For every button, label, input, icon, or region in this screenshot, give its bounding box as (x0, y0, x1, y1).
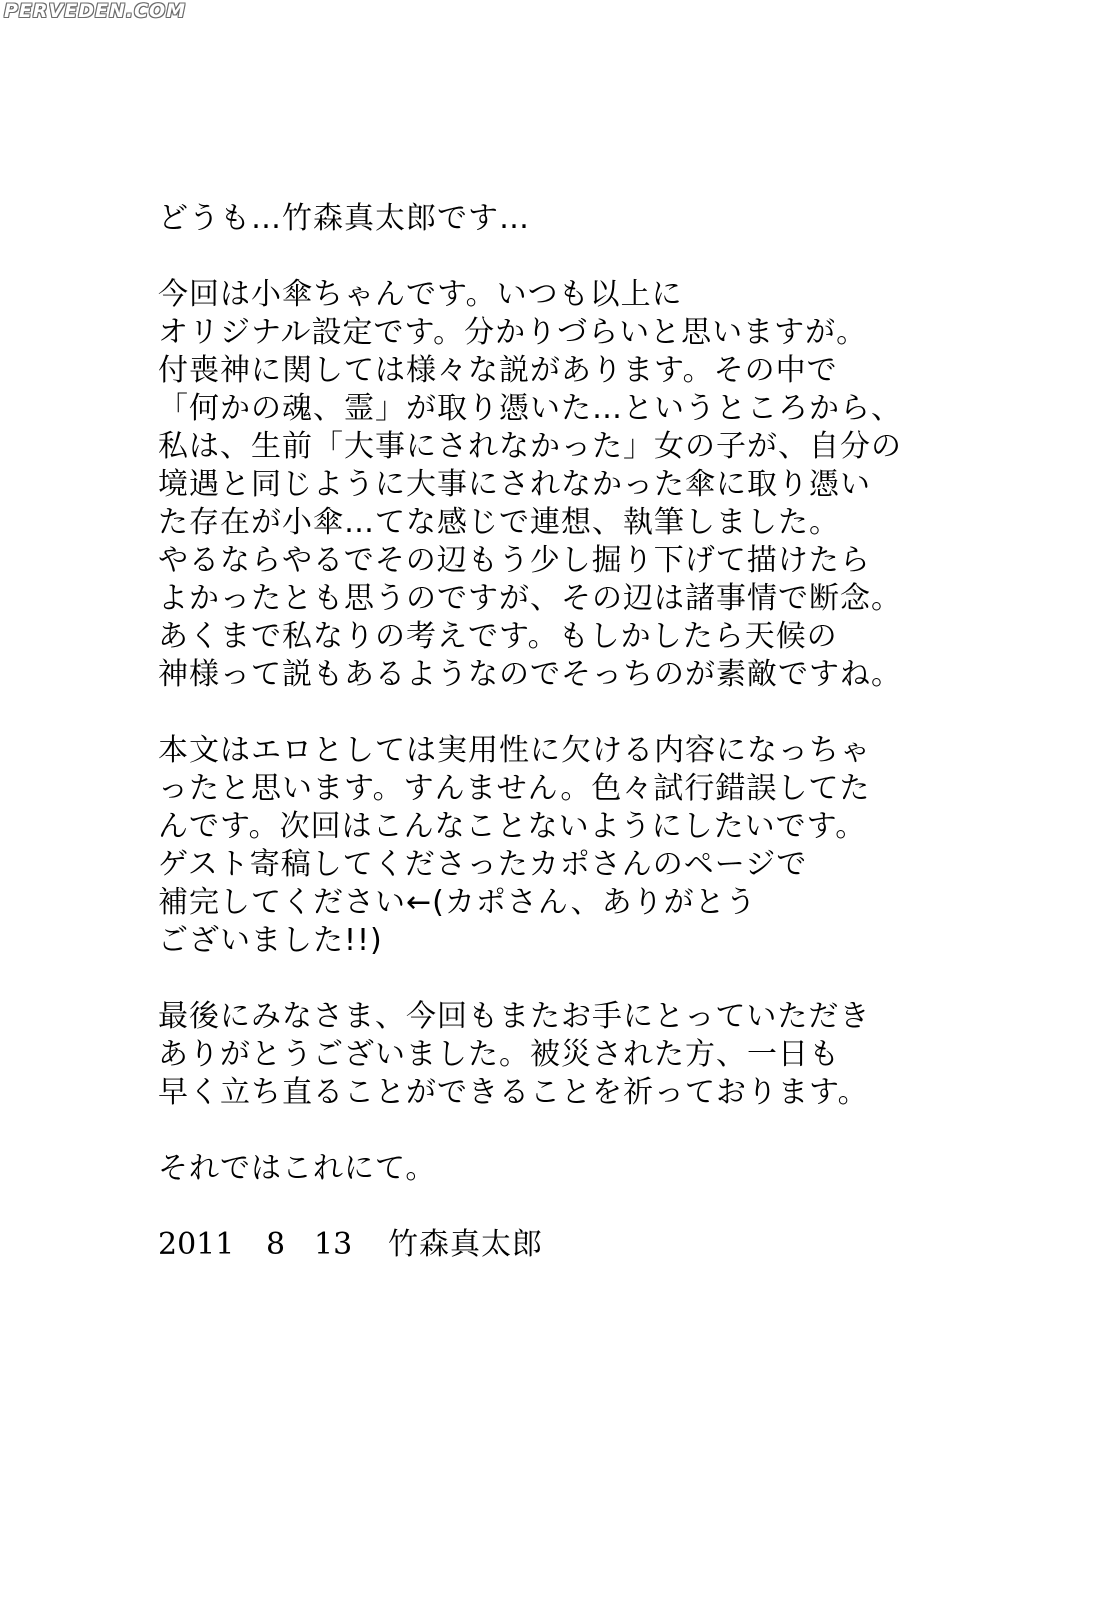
closing-line: それではこれにて。 (158, 1151, 437, 1186)
text-line: オリジナル設定です。分かりづらいと思いますが。 (158, 315, 868, 350)
signature-year: 2011 (158, 1227, 235, 1262)
signature-month: 8 (266, 1227, 286, 1262)
signature-line (158, 1226, 1078, 1264)
text-line: よかったとも思うのですが、その辺は諸事情で断念。 (158, 581, 902, 616)
paragraph-gap (158, 960, 1078, 998)
signature-author: 竹森真太郎 (388, 1227, 543, 1262)
closing-paragraph (158, 1150, 1078, 1188)
text-line: 早く立ち直ることができることを祈っております。 (158, 1075, 869, 1110)
text-line: た存在が小傘…てな感じで連想、執筆しました。 (158, 505, 840, 540)
text-line: ゲスト寄稿してくださったカポさんのページで (158, 847, 808, 882)
paragraph-gap (158, 1112, 1078, 1150)
paragraph-1 (158, 276, 1078, 694)
paragraph-2 (158, 732, 1078, 960)
text-line: やるならやるでその辺もう少し掘り下げて描けたら (158, 543, 871, 578)
paragraph-gap (158, 694, 1078, 732)
afterword-text (158, 200, 1078, 1264)
text-line: 今回は小傘ちゃんです。いつも以上に (158, 277, 683, 312)
text-line: 「何かの魂、霊」が取り憑いた…というところから、 (158, 391, 902, 426)
text-line: あくまで私なりの考えです。もしかしたら天候の (158, 619, 838, 654)
text-line: 最後にみなさま、今回もまたお手にとっていただき (158, 999, 871, 1034)
text-line: 付喪神に関しては様々な説があります。その中で (158, 353, 838, 388)
watermark-logo: PERVEDEN.COM (4, 0, 187, 22)
greeting-line: どうも…竹森真太郎です… (158, 201, 530, 236)
greeting-paragraph (158, 200, 1078, 238)
text-line: 神様って説もあるようなのでそっちのが素敵ですね。 (158, 657, 902, 692)
paragraph-gap (158, 238, 1078, 276)
text-line: 境遇と同じように大事にされなかった傘に取り憑い (158, 467, 871, 502)
text-line: 私は、生前「大事にされなかった」女の子が、自分の (158, 429, 902, 464)
signature-day: 13 (314, 1227, 353, 1262)
text-line: 補完してください←(カポさん、ありがとう (158, 885, 757, 920)
text-line: 本文はエロとしては実用性に欠ける内容になっちゃ (158, 733, 871, 768)
text-line: んです。次回はこんなことないようにしたいです。 (158, 809, 867, 844)
paragraph-3 (158, 998, 1078, 1112)
text-line: ったと思います。すんません。色々試行錯誤してた (158, 771, 871, 806)
text-line: ございました!!) (158, 923, 383, 958)
text-line: ありがとうございました。被災された方、一日も (158, 1037, 840, 1072)
paragraph-gap (158, 1188, 1078, 1226)
